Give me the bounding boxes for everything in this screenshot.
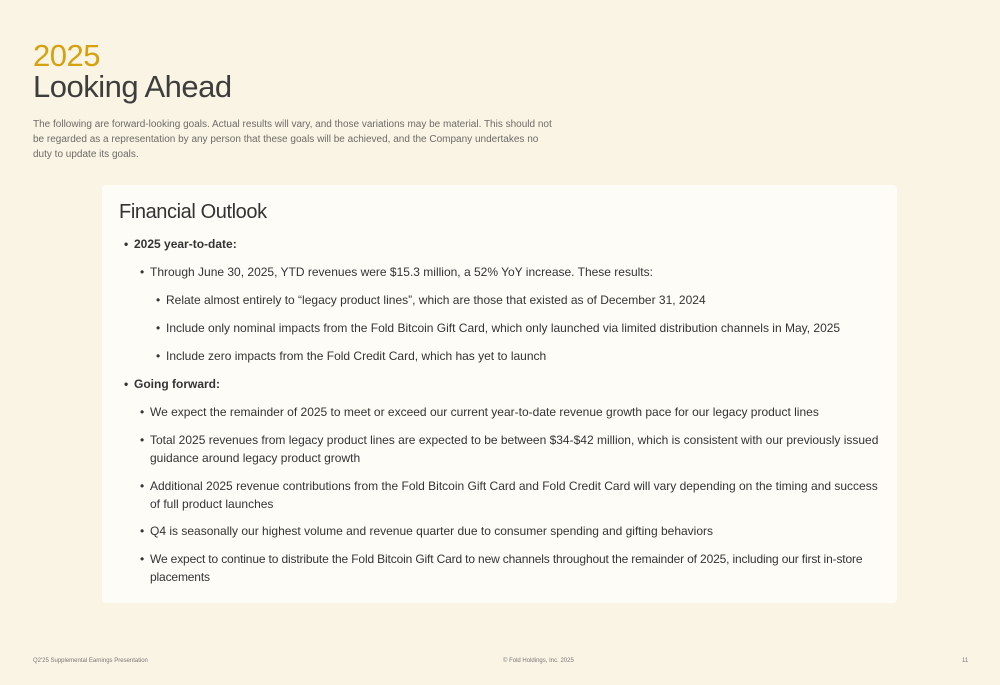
bullet-ytd-heading [124, 235, 884, 253]
bullet-forward-point [140, 403, 885, 421]
bullet-icon: • [140, 479, 145, 493]
bullet-ytd-point [156, 319, 881, 337]
financial-outlook-card [102, 185, 897, 603]
bullet-icon: • [124, 377, 129, 391]
bullet-forward-heading [124, 375, 884, 393]
ytd-heading: 2025 year-to-date: [134, 237, 237, 251]
page-number: 11 [962, 658, 969, 664]
bullet-forward-point [140, 431, 885, 467]
footer-copyright: © Fold Holdings, Inc. 2025 [503, 658, 574, 664]
bullet-icon: • [140, 265, 145, 279]
bullet-forward-point [140, 550, 892, 586]
bullet-ytd-point [156, 291, 881, 309]
bullet-icon: • [140, 405, 145, 419]
forward-point-text: Additional 2025 revenue contributions from the Fold Bitcoin Gift Card and Fold Credit Card will vary depending on the timing and success of full product launches [150, 479, 878, 511]
bullet-icon: • [156, 349, 161, 363]
card-title: Financial Outlook [119, 201, 267, 223]
ytd-point-text: Include zero impacts from the Fold Credit Card, which has yet to launch [166, 349, 547, 363]
forward-point-text: We expect to continue to distribute the Fold Bitcoin Gift Card to new channels throughout the remainder of 2025, including our first in-store placements [150, 552, 863, 584]
page-title: Looking Ahead [33, 69, 232, 104]
forward-point-text: We expect the remainder of 2025 to meet or exceed our current year-to-date revenue growth pace for our legacy product lines [150, 405, 819, 419]
bullet-icon: • [156, 293, 161, 307]
forward-point-text: Total 2025 revenues from legacy product lines are expected to be between $34-$42 million, which is consistent with our previously issued guidance around legacy product growth [150, 433, 879, 465]
ytd-summary: Through June 30, 2025, YTD revenues were $15.3 million, a 52% YoY increase. These results: [150, 265, 653, 279]
bullet-icon: • [124, 237, 129, 251]
bullet-ytd-summary [140, 263, 885, 281]
disclaimer-text: The following are forward-looking goals. Actual results will vary, and those variations may be material. This should not be regarded as a representation by any person that these goals will be achieved, and the Company undertakes no duty to update its goals. [33, 119, 552, 160]
bullet-icon: • [140, 433, 145, 447]
bullet-icon: • [156, 321, 161, 335]
ytd-point-text: Include only nominal impacts from the Fold Bitcoin Gift Card, which only launched via limited distribution channels in May, 2025 [166, 321, 841, 335]
year-label: 2025 [33, 38, 100, 73]
ytd-point-text: Relate almost entirely to “legacy product lines”, which are those that existed as of December 31, 2024 [166, 293, 706, 307]
footer-presentation-name: Q2'25 Supplemental Earnings Presentation [33, 658, 148, 664]
bullet-ytd-point [156, 347, 881, 365]
bullet-forward-point [140, 477, 885, 513]
bullet-forward-point [140, 522, 885, 540]
bullet-icon: • [140, 552, 145, 566]
forward-point-text: Q4 is seasonally our highest volume and revenue quarter due to consumer spending and gifting behaviors [150, 524, 714, 538]
forward-heading: Going forward: [134, 377, 220, 391]
bullet-icon: • [140, 524, 145, 538]
